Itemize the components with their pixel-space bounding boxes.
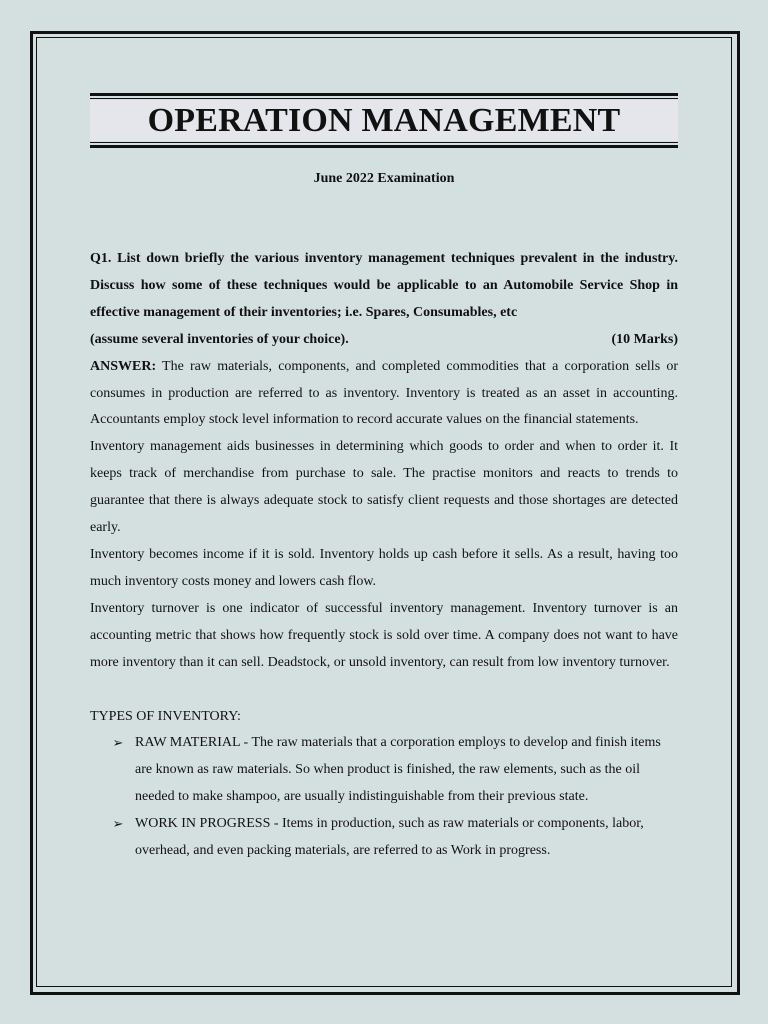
section-spacer: [90, 677, 678, 704]
list-item: [90, 730, 678, 811]
types-heading: TYPES OF INVENTORY:: [90, 708, 241, 724]
list-item-text: RAW MATERIAL - The raw materials that a corporation employs to develop and finish items are known as raw materials. So when product is finished, the raw elements, such as the oil needed to make shampoo, are usually indistinguishable from their previous state.: [135, 735, 661, 805]
arrowhead-bullet-icon: ➢: [112, 735, 124, 751]
page-title: OPERATION MANAGEMENT: [147, 102, 621, 139]
title-rule-top-thick: [90, 93, 678, 96]
title-rule-top-thin: [90, 98, 678, 99]
question-last-line: [90, 327, 678, 354]
answer-paragraph: Inventory becomes income if it is sold. Inventory holds up cash before it sells. As a result, having too much inventory costs money and lowers cash flow.: [90, 546, 678, 589]
list-item-text: WORK IN PROGRESS - Items in production, such as raw materials or components, labor, overhead, and even packing materials, are referred to as Work in progress.: [135, 816, 644, 859]
answer-intro-paragraph: [90, 354, 678, 435]
title-banner: [90, 93, 678, 149]
inventory-types-list: [90, 730, 678, 865]
list-item: [90, 811, 678, 865]
question-marks: (10 Marks): [611, 331, 678, 347]
question-last-line-text: (assume several inventories of your choice).: [90, 331, 349, 347]
arrowhead-bullet-icon: ➢: [112, 816, 124, 832]
answer-label: ANSWER:: [90, 358, 157, 374]
answer-intro-text: The raw materials, components, and completed commodities that a corporation sells or consumes in production are referred to as inventory. Inventory is treated as an asset in accounting. Accountants employ stock level information to record accurate values on the financial statements.: [90, 358, 678, 428]
answer-paragraph: Inventory management aids businesses in determining which goods to order and when to order it. It keeps track of merchandise from purchase to sale. The practise monitors and reacts to trends to guarantee that there is always adequate stock to satisfy client requests and those shortages are detected early.: [90, 439, 678, 536]
title-rule-bottom-thin: [90, 142, 678, 143]
answer-paragraph: Inventory turnover is one indicator of successful inventory management. Inventory turnover is an accounting metric that shows how frequently stock is sold over time. A company does not want to have more inventory than it can sell. Deadstock, or unsold inventory, can result from low inventory turnover.: [90, 600, 678, 670]
title-rule-bottom-thick: [90, 145, 678, 148]
document-body: [90, 246, 678, 865]
exam-subtitle: June 2022 Examination: [313, 171, 455, 186]
question-text: Q1. List down briefly the various inventory management techniques prevalent in the industry. Discuss how some of these techniques would be applicable to an Automobile Service Shop in effective management of their inventories; i.e. Spares, Consumables, etc: [90, 251, 678, 320]
